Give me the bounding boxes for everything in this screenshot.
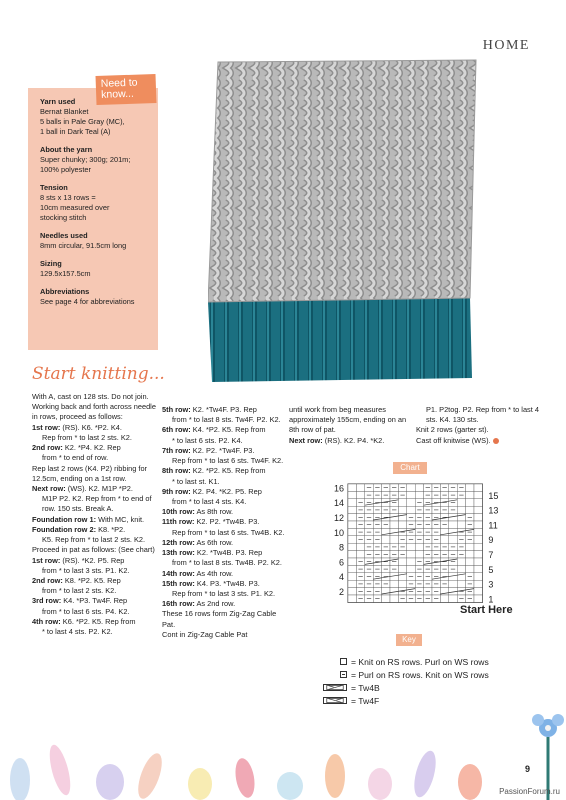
section-label: HOME xyxy=(482,38,530,53)
instruction-line: Cast off knitwise (WS). xyxy=(416,436,540,446)
chart-row-label-left: 14 xyxy=(333,498,344,509)
key-item-purl xyxy=(321,668,489,681)
chart-cell xyxy=(407,484,415,491)
instruction-line: 9th row: K2. P4. *K2. P5. Rep xyxy=(162,486,262,496)
instruction-line: Proceed in pat as follows: (See chart) xyxy=(32,545,155,555)
need-to-know-panel xyxy=(28,88,158,350)
chart-cell xyxy=(398,580,406,587)
chart-cell xyxy=(474,588,482,595)
chart-cell xyxy=(398,565,406,572)
chart-cell xyxy=(474,551,482,558)
instruction-line: 15th row: K4. P3. *Tw4B. P3. xyxy=(162,578,260,588)
instruction-line: 14th row: As 4th row. xyxy=(162,568,234,578)
chart-cell xyxy=(449,595,457,602)
chart-row-label-left: 8 xyxy=(338,542,344,553)
chart-cell xyxy=(348,595,356,602)
instruction-line: 6th row: K4. *P2. K5. Rep from xyxy=(162,425,266,435)
instruction-line: * to last 4 sts. P2. K2. xyxy=(42,627,113,637)
instruction-line: * to last 6 sts. P2. K4. xyxy=(172,435,243,445)
instruction-line: With A, cast on 128 sts. Do not join. Working back and forth across needle in rows, proceed as follows: xyxy=(32,392,156,422)
chart-cell xyxy=(474,528,482,535)
chart-cell xyxy=(398,558,406,565)
chart-row-label-right: 5 xyxy=(488,564,494,575)
chart-row-label-right: 3 xyxy=(488,579,494,590)
instruction-line: 4th row: K6. *P2. K5. Rep from xyxy=(32,616,136,626)
start-knitting-title: Start knitting... xyxy=(32,364,165,384)
instruction-line: 1st row: (RS). *K2. P5. Rep xyxy=(32,555,125,565)
instruction-line: M1P P2. K2. Rep from * to end of row. 150 sts. Break A. xyxy=(42,494,152,514)
chart-row-label-right: 15 xyxy=(488,490,499,501)
chart-cell xyxy=(348,565,356,572)
start-here-label: Start Here xyxy=(460,604,513,616)
sidebar-block xyxy=(40,231,150,251)
instruction-line: from * to end of row. xyxy=(42,453,109,463)
sidebar-line: 8 sts x 13 rows = xyxy=(40,192,96,202)
chart-cell xyxy=(407,543,415,550)
sidebar-block xyxy=(40,145,150,175)
chart-cell xyxy=(407,565,415,572)
chart-cell xyxy=(466,484,474,491)
chart-cell xyxy=(407,558,415,565)
chart-cell xyxy=(474,580,482,587)
chart-cell xyxy=(348,543,356,550)
chart-cell xyxy=(474,491,482,498)
chart-cell xyxy=(415,543,423,550)
key-item-tw4f xyxy=(321,694,489,707)
chart-cell xyxy=(474,573,482,580)
sidebar-line: 5 balls in Pale Gray (MC), xyxy=(40,116,125,126)
sidebar-block xyxy=(40,183,150,223)
chart-cell xyxy=(348,499,356,506)
chart-cell xyxy=(457,565,465,572)
instruction-line: from * to last 4 sts. K4. xyxy=(172,496,247,506)
sidebar-line: 129.5x157.5cm xyxy=(40,268,91,278)
chart-cell xyxy=(457,506,465,513)
instruction-line: 10th row: As 8th row. xyxy=(162,507,234,517)
chart-cell xyxy=(398,499,406,506)
sidebar-heading: Tension xyxy=(40,182,68,192)
instruction-line: 7th row: K2. P2. *Tw4F. P3. xyxy=(162,445,255,455)
key-text-tw4f: = Tw4F xyxy=(351,695,380,706)
chart-cell xyxy=(415,491,423,498)
chart-cell xyxy=(449,536,457,543)
instruction-line: 12th row: As 6th row. xyxy=(162,537,234,547)
instruction-line: Rep from * to last 6 sts. Tw4F. K2. xyxy=(172,456,284,466)
chart-cell xyxy=(466,565,474,572)
chart-cell xyxy=(348,514,356,521)
chart-cell xyxy=(474,514,482,521)
instruction-line: 2nd row: K8. *P2. K5. Rep xyxy=(32,575,121,585)
instruction-line: Next row: (WS). K2. M1P *P2. xyxy=(32,483,133,493)
sidebar-line: 8mm circular, 91.5cm long xyxy=(40,240,127,250)
chart-row-label-right: 11 xyxy=(488,520,498,531)
instructions-column-1 xyxy=(32,392,156,637)
chart-cell xyxy=(356,491,364,498)
chart-row-label-right: 9 xyxy=(488,535,494,546)
chart-cell xyxy=(415,551,423,558)
chart-cell xyxy=(348,528,356,535)
chart-cell xyxy=(474,543,482,550)
blanket-illustration xyxy=(208,58,490,384)
chart-cell xyxy=(457,580,465,587)
chart-cell xyxy=(407,499,415,506)
sidebar-line: 100% polyester xyxy=(40,164,91,174)
chart-cell xyxy=(457,521,465,528)
instruction-line: Cont in Zig-Zag Cable Pat xyxy=(162,629,248,639)
sidebar-heading: About the yarn xyxy=(40,144,93,154)
chart-cell xyxy=(407,506,415,513)
instruction-line: 1st row: (RS). K6. *P2. K4. xyxy=(32,422,122,432)
chart-label: Chart xyxy=(393,462,427,474)
instruction-line: until work from beg measures approximately 155cm, ending on an 8th row of pat. xyxy=(289,405,407,435)
chart-cell xyxy=(348,580,356,587)
chart-cell xyxy=(474,565,482,572)
sidebar-line: stocking stitch xyxy=(40,212,87,222)
instruction-line: 3rd row: K4. *P3. Tw4F. Rep xyxy=(32,596,128,606)
chart-cell xyxy=(449,580,457,587)
chart-cell xyxy=(390,536,398,543)
instructions-column-3 xyxy=(289,405,413,446)
chart-cell xyxy=(356,543,364,550)
chart-cell xyxy=(457,499,465,506)
chart-cell xyxy=(348,573,356,580)
chart-cell xyxy=(382,595,390,602)
chart-cell xyxy=(398,521,406,528)
chart-cell xyxy=(474,484,482,491)
chart-cell xyxy=(474,521,482,528)
instruction-line: from * to last 3 sts. P1. K2. xyxy=(42,565,130,575)
chart-cell xyxy=(407,551,415,558)
chart-row-label-right: 1 xyxy=(488,594,494,605)
purl-symbol-icon xyxy=(340,671,347,678)
chart-cell xyxy=(474,595,482,602)
chart-cell xyxy=(466,491,474,498)
instruction-line: Rep from * to last 2 sts. K2. xyxy=(42,432,132,442)
floral-decoration xyxy=(0,710,566,800)
sidebar-heading: Yarn used xyxy=(40,97,76,106)
key-text-knit: = Knit on RS rows. Purl on WS rows xyxy=(351,656,489,667)
chart-cell xyxy=(466,506,474,513)
instruction-line: Rep from * to last 6 sts. Tw4B. K2. xyxy=(172,527,285,537)
chart-cell xyxy=(474,558,482,565)
key-text-purl: = Purl on RS rows. Knit on WS rows xyxy=(351,669,489,680)
need-to-know-tag: Need to know... xyxy=(96,74,157,105)
chart-row-label-left: 16 xyxy=(333,483,344,494)
sidebar-line: 1 ball in Dark Teal (A) xyxy=(40,126,111,136)
tw4b-symbol-icon xyxy=(323,684,347,691)
sidebar-line: 10cm measured over xyxy=(40,202,110,212)
chart-row-label-right: 7 xyxy=(488,550,494,560)
tw4f-symbol-icon xyxy=(323,697,347,704)
instruction-line: from * to last 8 sts. Tw4F. P2. K2. xyxy=(172,415,281,425)
key-item-knit xyxy=(321,655,489,668)
chart-row-label-left: 12 xyxy=(333,513,344,523)
chart-cell xyxy=(390,580,398,587)
chart-row-label-left: 6 xyxy=(338,557,344,568)
chart-cell xyxy=(348,521,356,528)
chart-key xyxy=(321,655,489,707)
chart-row-label-left: 2 xyxy=(338,587,344,597)
instructions-column-4 xyxy=(416,405,540,446)
chart-cell xyxy=(474,506,482,513)
chart-cell xyxy=(449,521,457,528)
chart-cell xyxy=(474,499,482,506)
instruction-line: Foundation row 2: K8. *P2. xyxy=(32,524,126,534)
chart-cell xyxy=(348,558,356,565)
instruction-line: These 16 rows form Zig-Zag Cable Pat. xyxy=(162,609,277,629)
watermark: PassionForum.ru xyxy=(499,787,560,796)
chart-cell xyxy=(440,536,448,543)
instruction-line: Foundation row 1: With MC, knit. xyxy=(32,514,145,524)
sidebar-line: See page 4 for abbreviations xyxy=(40,296,135,306)
sidebar-heading: Abbreviations xyxy=(40,286,90,296)
sidebar-block xyxy=(40,259,150,279)
chart-cell xyxy=(466,543,474,550)
chart-cell xyxy=(466,558,474,565)
instruction-line: 2nd row: K2. *P4. K2. Rep xyxy=(32,443,121,453)
instruction-line: from * to last 2 sts. K2. xyxy=(42,586,117,596)
chart-cell xyxy=(348,491,356,498)
chart-cell xyxy=(348,536,356,543)
chart xyxy=(322,478,502,618)
page-number: 9 xyxy=(524,764,530,774)
instruction-line: 11th row: K2. P2. *Tw4B. P3. xyxy=(162,517,260,527)
instruction-line: Next row: (RS). K2. P4. *K2. xyxy=(289,435,385,445)
chart-cell xyxy=(466,499,474,506)
instruction-line: P1. P2tog. P2. Rep from * to last 4 sts. K4. 130 sts. xyxy=(426,405,539,425)
sidebar-block xyxy=(40,287,150,307)
instruction-line: Rep last 2 rows (K4. P2) ribbing for 12.5cm, ending on a 1st row. xyxy=(32,463,148,483)
chart-cell xyxy=(407,491,415,498)
instruction-line: from * to last 8 sts. Tw4B. P2. K2. xyxy=(172,558,282,568)
chart-cell xyxy=(466,551,474,558)
chart-cell xyxy=(474,536,482,543)
chart-row-label-right: 13 xyxy=(488,505,499,516)
instruction-line: Rep from * to last 3 sts. P1. K2. xyxy=(172,588,276,598)
chart-cell xyxy=(398,506,406,513)
sidebar-line: Bernat Blanket xyxy=(40,106,89,116)
chart-cell xyxy=(348,484,356,491)
instruction-line: from * to last 6 sts. P4. K2. xyxy=(42,606,130,616)
chart-cell xyxy=(390,595,398,602)
instruction-line: 13th row: K2. *Tw4B. P3. Rep xyxy=(162,548,263,558)
chart-cell xyxy=(356,551,364,558)
chart-cell xyxy=(348,551,356,558)
chart-cell xyxy=(457,558,465,565)
chart-row-label-left: 4 xyxy=(338,572,344,583)
blanket-photo xyxy=(208,58,490,384)
chart-cell xyxy=(390,521,398,528)
sidebar-heading: Needles used xyxy=(40,230,88,240)
chart-cell xyxy=(440,595,448,602)
sidebar-heading: Sizing xyxy=(40,258,62,268)
key-label: Key xyxy=(396,634,422,646)
chart-cell xyxy=(348,506,356,513)
instruction-line: Knit 2 rows (garter st). xyxy=(416,425,489,435)
chart-cell xyxy=(348,588,356,595)
instruction-line: * to last st. K1. xyxy=(172,476,220,486)
chart-cell xyxy=(415,484,423,491)
chart-cell xyxy=(382,536,390,543)
key-text-tw4b: = Tw4B xyxy=(351,682,380,693)
instruction-line: 16th row: As 2nd row. xyxy=(162,599,236,609)
knit-symbol-icon xyxy=(340,658,347,665)
chart-row-label-left: 10 xyxy=(333,527,344,538)
chart-cell xyxy=(356,484,364,491)
instructions-column-2 xyxy=(162,405,286,640)
sidebar-line: Super chunky; 300g; 201m; xyxy=(40,154,131,164)
instruction-line: 5th row: K2. *Tw4F. P3. Rep xyxy=(162,405,257,414)
key-item-tw4b xyxy=(321,681,489,694)
instruction-line: K5. Rep from * to last 2 sts. K2. xyxy=(42,535,146,545)
instruction-line: 8th row: K2. *P2. K5. Rep from xyxy=(162,466,266,476)
end-marker-icon xyxy=(493,438,499,444)
